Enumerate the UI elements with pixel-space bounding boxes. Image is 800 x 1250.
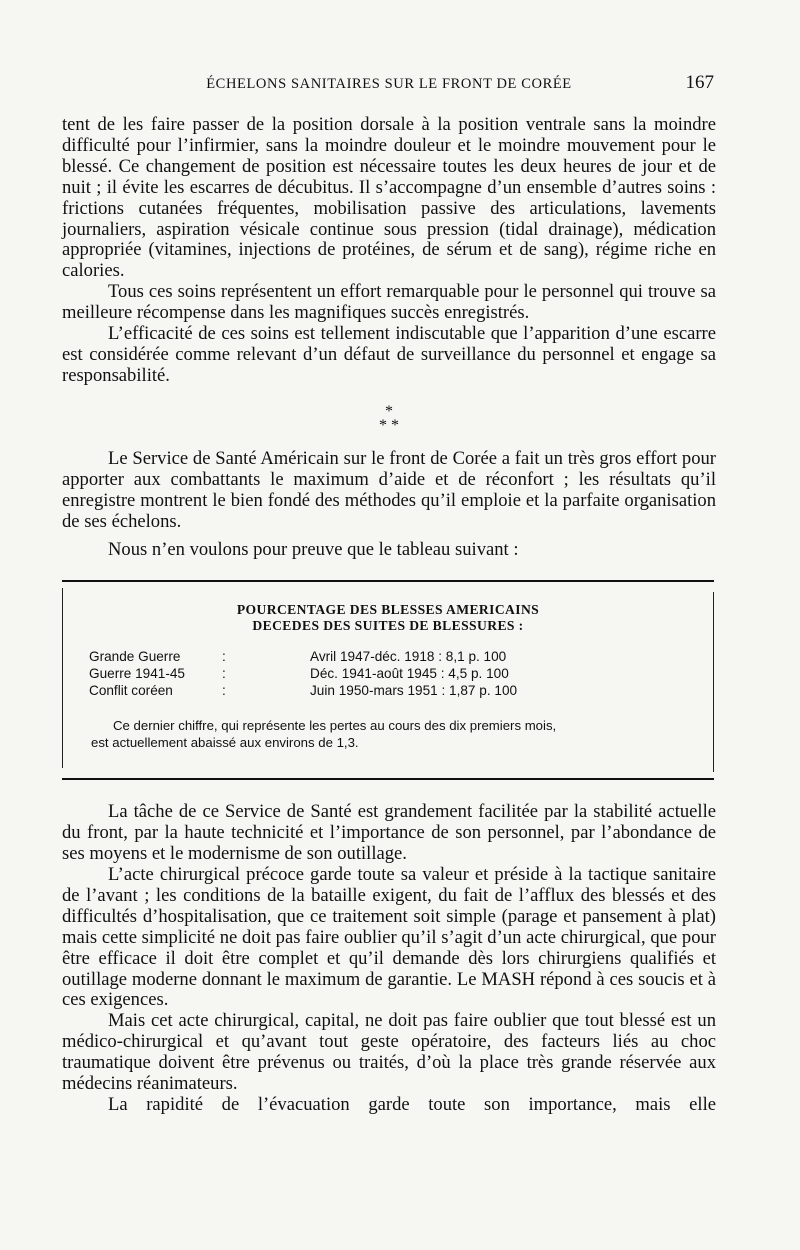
paragraph: L’acte chirurgical précoce garde toute sa valeur et préside à la tactique sanitaire de l’avant ; les conditions de la bataille exigent, du fait de l’afflux des blessés et des difficultés d’hospitalisation, que ce traitement soit simple (parage et pansement à plat) mais cette simplicité ne doit pas faire oublier qu’il s’agit d’un acte chirurgical, que pour être efficace il doit être complet et qu’il demande dès lors chirurgiens qualifiés et outillage moderne donnant le maximum de garantie. Le MASH répond à ces soucis et à ces exigences. bbox=[62, 864, 716, 1011]
table-rows bbox=[62, 649, 714, 700]
paragraph: La tâche de ce Service de Santé est grandement facilitée par la stabilité actuelle du front, par la haute technicité et l’importance de son personnel, par l’abondance de ses moyens et le modernisme de son outillage. bbox=[62, 801, 716, 865]
table-title-line: DECEDES DES SUITES DE BLESSURES : bbox=[252, 618, 524, 634]
asterisk-bottom: * * bbox=[379, 416, 399, 434]
paragraph: Tous ces soins représentent un effort remarquable pour le personnel qui trouve sa meilleure récompense dans les magnifiques succès enregistrés. bbox=[62, 281, 716, 324]
asterisk-top: * bbox=[385, 402, 393, 420]
running-title: ÉCHELONS SANITAIRES SUR LE FRONT DE CORÉE bbox=[206, 76, 572, 92]
text-block-bottom bbox=[62, 802, 716, 1116]
table-note-line: est actuellement abaissé aux environs de 1,3. bbox=[91, 735, 359, 751]
table-row bbox=[62, 666, 714, 683]
separator-cell: : bbox=[222, 683, 226, 699]
paragraph: Le Service de Santé Américain sur le front de Corée a fait un très gros effort pour apporter aux combattants le maximum d’aide et de réconfort ; les résultats qu’il enregistre montrent le bien fondé des méthodes qu’il emploie et la parfaite organisation de ses échelons. bbox=[62, 447, 716, 532]
paragraph: Nous n’en voulons pour preuve que le tableau suivant : bbox=[108, 539, 519, 561]
period-cell: Juin 1950-mars 1951 : 1,87 p. 100 bbox=[310, 683, 518, 699]
separator-cell: : bbox=[222, 666, 226, 682]
separator-cell: : bbox=[222, 649, 226, 665]
conflict-cell: Grande Guerre bbox=[89, 649, 181, 665]
section-separator bbox=[62, 402, 716, 445]
text-block-top bbox=[62, 115, 716, 387]
paragraph: L’efficacité de ces soins est tellement indiscutable que l’apparition d’une escarre est considérée comme relevant d’un défaut de surveillance du personnel et engage sa responsabilité. bbox=[62, 323, 716, 386]
table-row bbox=[62, 649, 714, 666]
table-note bbox=[91, 717, 693, 751]
paragraph: La rapidité de l’évacuation garde toute son importance, mais elle bbox=[108, 1094, 716, 1115]
running-head bbox=[62, 72, 716, 98]
statistics-table bbox=[62, 580, 714, 780]
book-page bbox=[62, 72, 716, 1116]
conflict-cell: Guerre 1941-45 bbox=[89, 666, 185, 682]
page-number: 167 bbox=[685, 72, 714, 93]
table-row bbox=[62, 683, 714, 700]
paragraph: tent de les faire passer de la position dorsale à la position ventrale sans la moindre difficulté pour l’infirmier, sans la moindre douleur et le moindre mouvement pour le blessé. Ce changement de position est nécessaire toutes les deux heures de jour et de nuit ; il évite les escarres de décubitus. Il s’accompagne d’un ensemble d’autres soins : frictions cutanées fréquentes, mobilisation passive des articulations, lavements journaliers, aspiration vésicale continue sous pression (tidal drainage), médication appropriée (vitamines, injections de protéines, de sérum et de sang), régime riche en calories. bbox=[62, 114, 716, 282]
table-note-line: Ce dernier chiffre, qui représente les pertes au cours des dix premiers mois, bbox=[113, 718, 557, 734]
paragraph: Mais cet acte chirurgical, capital, ne doit pas faire oublier que tout blessé est un médico-chirurgical et qu’avant tout geste opératoire, des facteurs liés au choc traumatique doivent être prévenus ou traités, d’où la place très grande réservée aux médecins réanimateurs. bbox=[62, 1010, 716, 1095]
period-cell: Avril 1947-déc. 1918 : 8,1 p. 100 bbox=[310, 649, 507, 665]
conflict-cell: Conflit coréen bbox=[89, 683, 173, 699]
text-block-middle bbox=[62, 449, 716, 562]
period-cell: Déc. 1941-août 1945 : 4,5 p. 100 bbox=[310, 666, 509, 682]
table-title bbox=[62, 602, 714, 634]
table-title-line: POURCENTAGE DES BLESSES AMERICAINS bbox=[236, 602, 540, 618]
